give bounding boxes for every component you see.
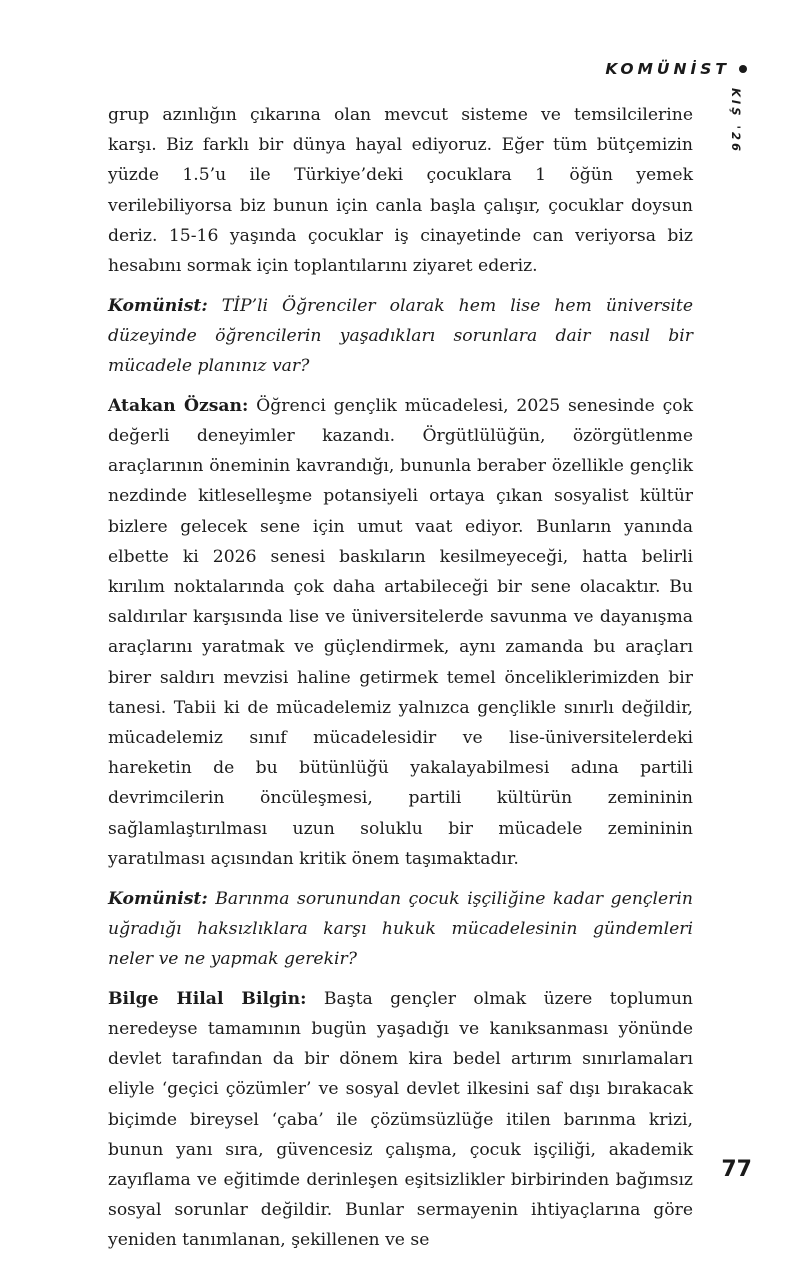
answer-speaker: Bilge Hilal Bilgin: <box>108 988 307 1009</box>
interview-question <box>108 884 693 975</box>
interview-answer <box>108 391 693 874</box>
running-head <box>605 60 747 78</box>
question-speaker: Komünist: <box>108 295 208 316</box>
answer-speaker: Atakan Özsan: <box>108 395 249 416</box>
answer-text: Başta gençler olmak üzere toplumun neredeyse tamamının bugün yaşadığı ve kanıksanması yönünde devlet tarafından da bir dönem kira bedel artırım sınırlamaları eliyle ‘geçici çözümler’ ve sosyal devlet ilkesini saf dışı bırakacak biçimde bireysel ‘çaba’ ile çözümsüzlüğe itilen barınma krizi, bunun yanı sıra, güvencesiz çalışma, çocuk işçiliği, akademik zayıflama ve eğitimde derinleşen eşitsizlikler birbirinden bağımsız sosyal sorunlar değildir. Bunlar sermayenin ihtiyaçlarına göre yeniden tanımlanan, şekillenen ve se <box>108 988 694 1251</box>
question-text: Barınma sorunundan çocuk işçiliğine kadar gençlerin uğradığı haksızlıklara karşı hukuk mücadelesinin gündemleri neler ve ne yapmak gerekir? <box>108 888 693 969</box>
question-text: TİP’li Öğrenciler olarak hem lise hem üniversite düzeyinde öğrencilerin yaşadıkları sorunlara dair nasıl bir mücadele planınız var? <box>108 295 693 377</box>
bullet-dot-icon <box>739 65 747 73</box>
interview-answer <box>108 984 693 1256</box>
issue-label: KIŞ '26 <box>729 88 743 155</box>
page-number: 77 <box>721 1157 752 1182</box>
magazine-title: KOMÜNİST <box>605 60 730 78</box>
article-body <box>108 100 693 1265</box>
question-speaker: Komünist: <box>108 888 208 909</box>
paragraph: grup azınlığın çıkarına olan mevcut sisteme ve temsilcilerine karşı. Biz farklı bir dünya hayal ediyoruz. Eğer tüm bütçemizin yüzde 1.5’u ile Türkiye’deki çocuklara 1 öğün yemek verilebiliyorsa biz bunun için canla başla çalışır, çocuklar doysun deriz. 15-16 yaşında çocuklar iş cinayetinde can veriyorsa biz hesabını sormak için toplantılarını ziyaret ederiz. <box>108 105 693 277</box>
interview-question <box>108 291 693 382</box>
answer-text: Öğrenci gençlik mücadelesi, 2025 senesinde çok değerli deneyimler kazandı. Örgütlülüğün, özörgütlenme araçlarının öneminin kavrandığı, bununla beraber özellikle gençlik nezdinde kitleselleşme potansiyeli ortaya çıkan sosyalist kültür bizlere gelecek sene için umut vaat ediyor. Bunların yanında elbette ki 2026 senesi baskıların kesilmeyeceği, hatta belirli kırılım noktalarında çok daha artabileceği bir sene olacaktır. Bu saldırılar karşısında lise ve üniversitelerde savunma ve dayanışma araçlarını yaratmak ve güçlendirmek, aynı zamanda bu araçları birer saldırı mevzisi haline getirmek temel önceliklerimizden bir tanesi. Tabii ki de mücadelemiz yalnızca gençlikle sınırlı değildir, mücadelemiz sınıf mücadelesidir ve lise-üniversitelerdeki hareketin de bu bütünlüğü yakalayabilmesi adına partili devrimcilerin öncüleşmesi, partili kültürün zemininin sağlamlaştırılması uzun soluklu bir mücadele zemininin yaratılması açısından kritik önem taşımaktadır. <box>108 395 693 869</box>
